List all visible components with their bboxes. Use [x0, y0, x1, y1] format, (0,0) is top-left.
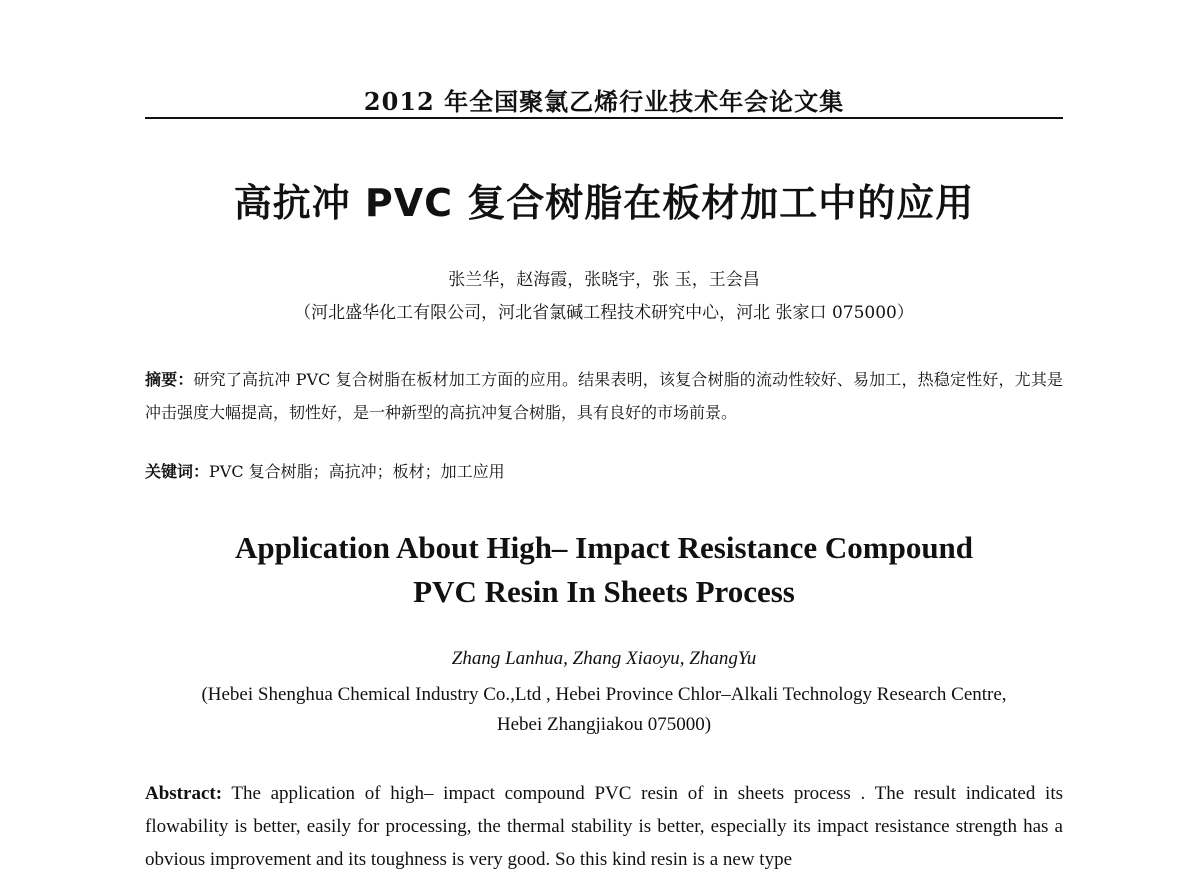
chinese-authors: 张兰华，赵海霞，张晓宇，张 玉，王会昌: [448, 270, 760, 290]
english-abstract-label: Abstract:: [145, 783, 223, 804]
english-title: [145, 526, 1063, 614]
english-affiliation: [145, 680, 1063, 740]
english-abstract: [145, 777, 1063, 876]
chinese-keywords-label: 关键词：: [145, 462, 210, 481]
english-affiliation-line-1: (Hebei Shenghua Chemical Industry Co.,Ltd , Hebei Province Chlor–Alkali Technology Research Centre,: [201, 684, 1007, 705]
english-title-line-1: Application About High– Impact Resistance Compound: [234, 530, 974, 565]
running-header: 2012 年全国聚氯乙烯行业技术年会论文集: [363, 87, 845, 116]
english-authors: Zhang Lanhua, Zhang Xiaoyu, ZhangYu: [451, 648, 757, 669]
header-rule: [145, 117, 1063, 119]
chinese-abstract: [145, 363, 1063, 429]
english-abstract-text: The application of high– impact compound PVC resin of in sheets process . The result indicated its flowability is better, easily for processing, the thermal stability is better, especially its impact resistance strength has a obvious improvement and its toughness is very good. So this kind resin is a new type: [145, 783, 1063, 870]
english-affiliation-line-2: Hebei Zhangjiakou 075000): [496, 714, 712, 735]
chinese-abstract-label: 摘要：: [145, 370, 194, 389]
chinese-title: 高抗冲 PVC 复合树脂在板材加工中的应用: [233, 181, 975, 225]
chinese-affiliation: （河北盛华化工有限公司，河北省氯碱工程技术研究中心，河北 张家口 075000）: [294, 303, 914, 323]
chinese-keywords: [145, 459, 1063, 482]
english-title-line-2: PVC Resin In Sheets Process: [413, 574, 795, 609]
chinese-keywords-text: PVC 复合树脂；高抗冲；板材；加工应用: [209, 462, 505, 481]
chinese-abstract-text: 研究了高抗冲 PVC 复合树脂在板材加工方面的应用。结果表明，该复合树脂的流动性较好、易加工，热稳定性好，尤其是冲击强度大幅提高，韧性好，是一种新型的高抗冲复合树脂，具有良好的市场前景。: [145, 370, 1063, 422]
